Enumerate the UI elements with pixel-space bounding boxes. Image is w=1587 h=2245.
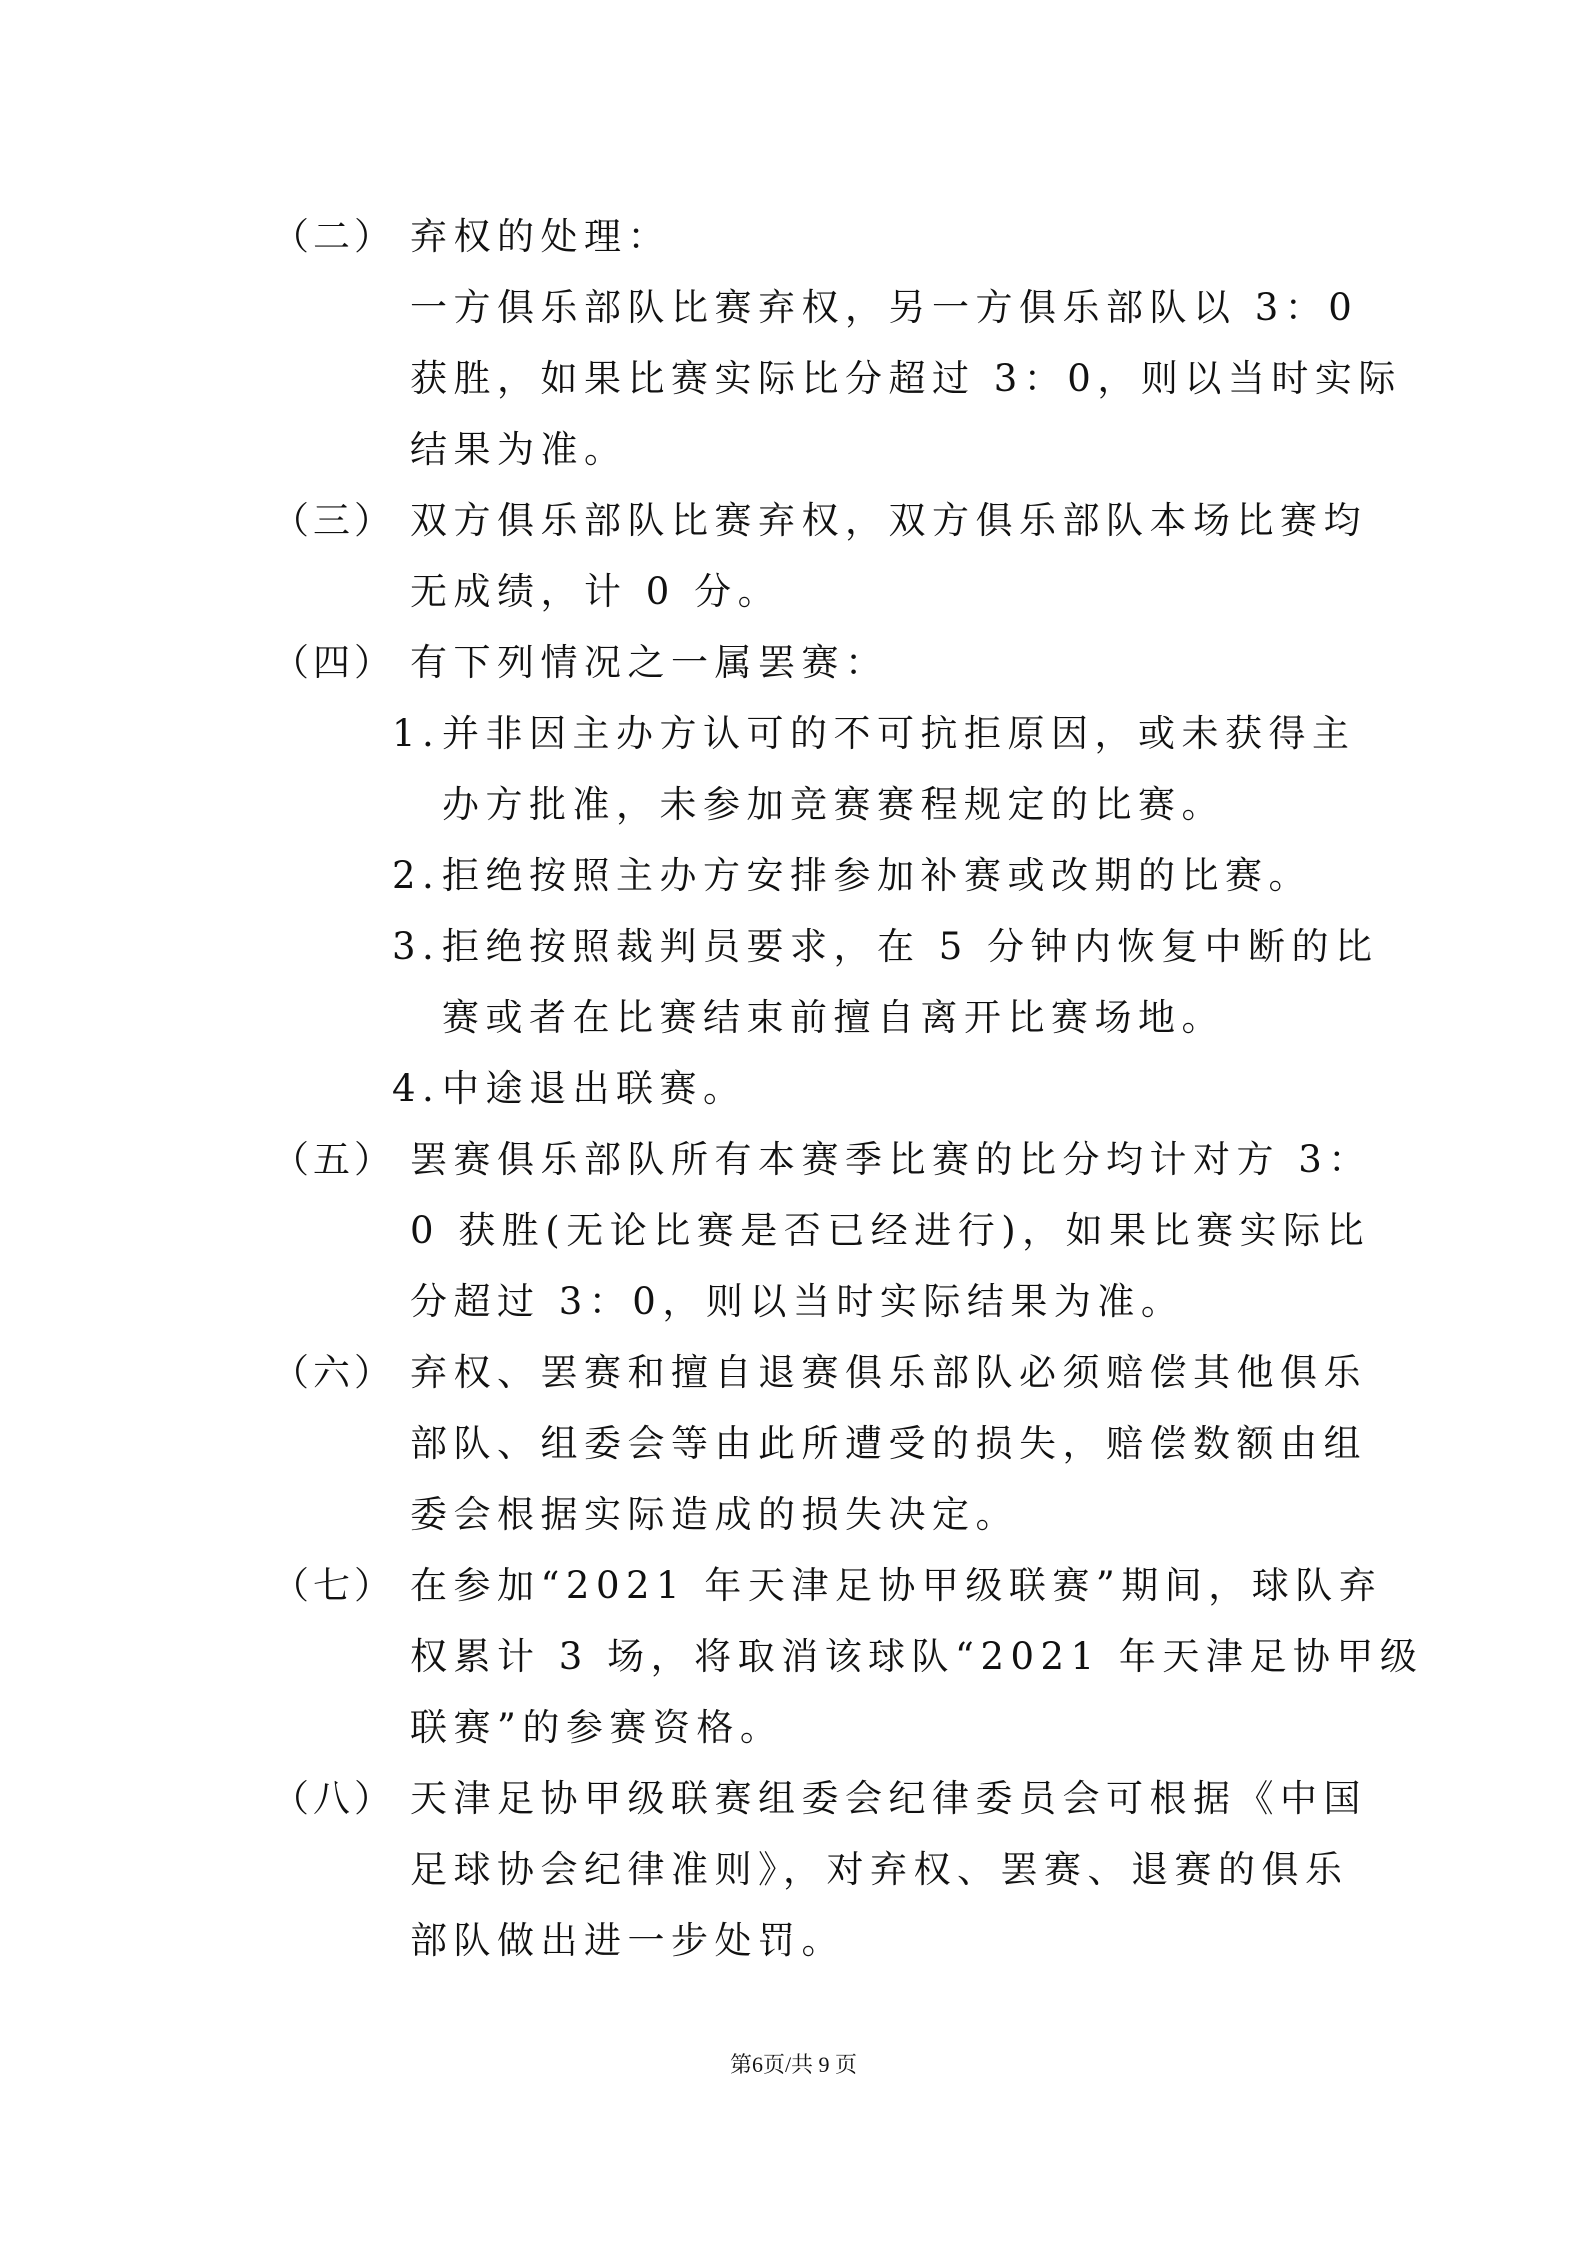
section-2-line-2: 一方俱乐部队比赛弃权，另一方俱乐部队以 3：0	[410, 286, 1359, 329]
section-7-line-2: 权累计 3 场，将取消该球队“2021 年天津足协甲级	[410, 1635, 1424, 1678]
list-item-1-line-2: 办方批准，未参加竞赛赛程规定的比赛。	[442, 783, 1225, 826]
section-6-line-2: 部队、组委会等由此所遭受的损失，赔偿数额由组	[410, 1422, 1367, 1465]
section-6-line-1: 弃权、罢赛和擅自退赛俱乐部队必须赔偿其他俱乐	[410, 1351, 1367, 1394]
section-label-5: （五）	[272, 1138, 395, 1181]
section-label-2: （二）	[272, 215, 395, 258]
section-label-6: （六）	[272, 1351, 395, 1394]
list-item-number-4: 4.	[392, 1067, 441, 1110]
section-8-line-3: 部队做出进一步处罚。	[410, 1919, 845, 1962]
section-label-7: （七）	[272, 1564, 395, 1607]
list-item-3-line-1: 拒绝按照裁判员要求，在 5 分钟内恢复中断的比	[442, 925, 1379, 968]
list-item-4-line-1: 中途退出联赛。	[442, 1067, 747, 1110]
section-2-line-3: 获胜，如果比赛实际比分超过 3：0，则以当时实际	[410, 357, 1402, 400]
section-4-line-1: 有下列情况之一属罢赛：	[410, 641, 889, 684]
section-3-line-2: 无成绩，计 0 分。	[410, 570, 782, 613]
section-label-3: （三）	[272, 499, 395, 542]
section-3-line-1: 双方俱乐部队比赛弃权，双方俱乐部队本场比赛均	[410, 499, 1367, 542]
section-7-line-1: 在参加“2021 年天津足协甲级联赛”期间，球队弃	[410, 1564, 1383, 1607]
list-item-number-2: 2.	[392, 854, 441, 897]
page-number-footer: 第6页/共 9 页	[729, 2052, 858, 2077]
section-label-4: （四）	[272, 641, 395, 684]
list-item-2-line-1: 拒绝按照主办方安排参加补赛或改期的比赛。	[442, 854, 1312, 897]
section-8-line-2: 足球协会纪律准则》，对弃权、罢赛、退赛的俱乐	[410, 1848, 1349, 1891]
section-2-line-1: 弃权的处理：	[410, 215, 671, 258]
section-7-line-3: 联赛”的参赛资格。	[410, 1706, 784, 1749]
list-item-number-1: 1.	[392, 712, 441, 755]
list-item-number-3: 3.	[392, 925, 441, 968]
section-8-line-1: 天津足协甲级联赛组委会纪律委员会可根据《中国	[410, 1777, 1367, 1820]
section-2-line-4: 结果为准。	[410, 428, 628, 471]
section-5-line-2: 0 获胜(无论比赛是否已经进行)，如果比赛实际比	[410, 1209, 1371, 1252]
section-label-8: （八）	[272, 1777, 395, 1820]
section-6-line-3: 委会根据实际造成的损失决定。	[410, 1493, 1019, 1536]
section-5-line-3: 分超过 3：0，则以当时实际结果为准。	[410, 1280, 1185, 1323]
list-item-3-line-2: 赛或者在比赛结束前擅自离开比赛场地。	[442, 996, 1225, 1039]
list-item-1-line-1: 并非因主办方认可的不可抗拒原因，或未获得主	[442, 712, 1356, 755]
section-5-line-1: 罢赛俱乐部队所有本赛季比赛的比分均计对方 3：	[410, 1138, 1372, 1181]
